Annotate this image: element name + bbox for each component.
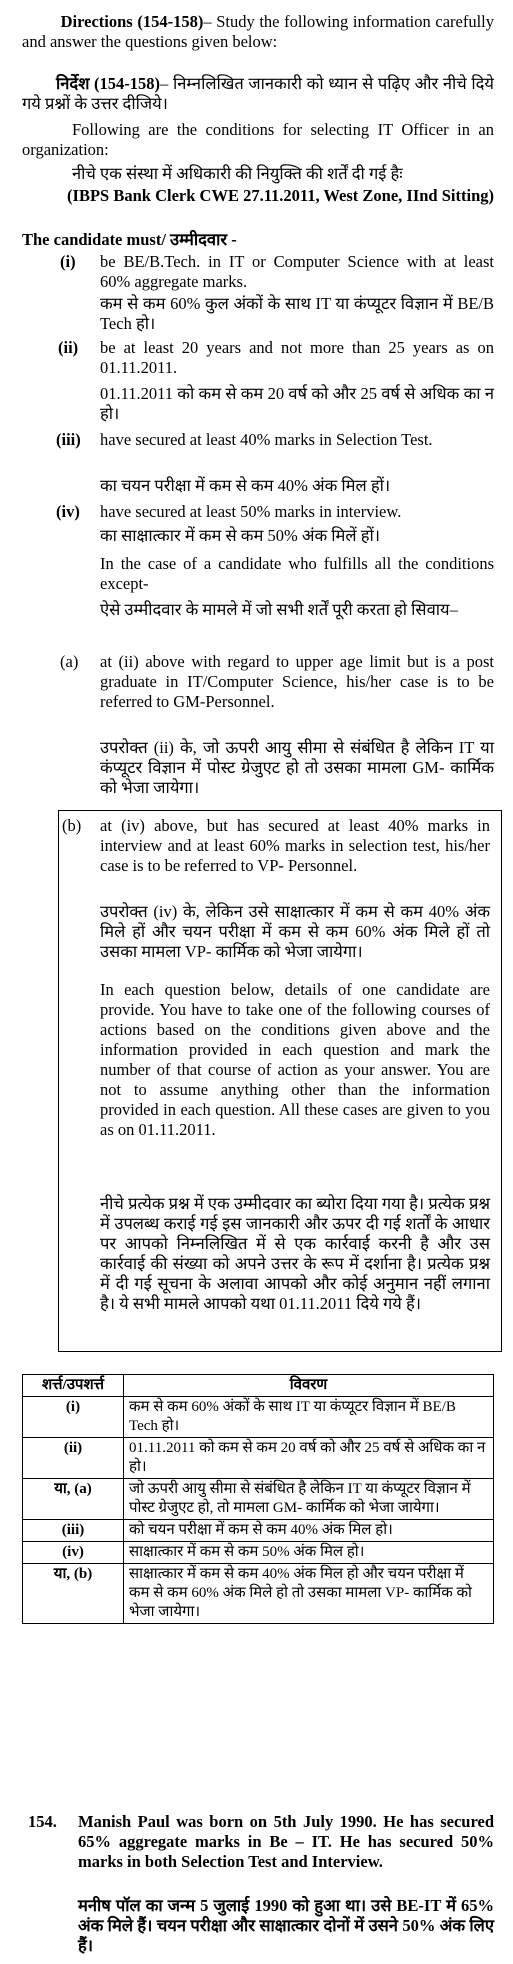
exception-hi: उपरोक्त (ii) के, जो ऊपरी आयु सीमा से संबंधित है लेकिन IT या कंप्यूटर विज्ञान में पोस्ट ग्रेजुएट हो तो उसका मामला GM- कार्मिक को भेजा जायेगा। xyxy=(100,738,494,797)
hindi-directions-block xyxy=(22,74,494,114)
exception-en: at (iv) above, but has secured at least 40% marks in interview and at least 60% marks in selection test, his/her case is to be referred to VP- Personnel. xyxy=(100,816,490,875)
table-row xyxy=(23,1438,494,1479)
table-cell-desc: कम से कम 60% अंकों के साथ IT या कंप्यूटर विज्ञान में BE/B Tech हो। xyxy=(124,1397,494,1438)
hindi-directions-heading: निर्देश (154-158) xyxy=(56,74,161,93)
question-en: Manish Paul was born on 5th July 1990. He has secured 65% aggregate marks in Be – IT. He has secured 50% marks in both Selection Test and Interview. xyxy=(78,1812,494,1871)
table-cell-desc: साक्षात्कार में कम से कम 50% अंक मिल हो। xyxy=(124,1542,494,1564)
candidate-must-heading: The candidate must/ उम्मीदवार - xyxy=(22,230,237,249)
condition-hi: कम से कम 60% कुल अंकों के साथ IT या कंप्यूटर विज्ञान में BE/B Tech हो। xyxy=(100,294,494,333)
condition-en: be at least 20 years and not more than 25 years as on 01.11.2011. xyxy=(100,338,494,377)
exception-key: (b) xyxy=(62,816,82,835)
condition-en: have secured at least 40% marks in Selection Test. xyxy=(100,430,433,449)
table-cell-key: (i) xyxy=(23,1397,124,1438)
criteria-table xyxy=(22,1374,494,1624)
table-cell-key: (iv) xyxy=(23,1542,124,1564)
condition-key: (iv) xyxy=(56,502,80,521)
condition-key: (ii) xyxy=(58,338,79,357)
condition-key: (i) xyxy=(60,252,76,271)
condition-en: have secured at least 50% marks in interview. xyxy=(100,502,402,521)
question-hi: मनीष पॉल का जन्म 5 जुलाई 1990 को हुआ था। उसे BE-IT में 65% अंक मिले हैं। चयन परीक्षा और साक्षात्कार दोनों में उसने 50% अंक लिए हैं। xyxy=(78,1896,494,1955)
instructions-hi: नीचे प्रत्येक प्रश्न में एक उम्मीदवार का ब्योरा दिया गया है। प्रत्येक प्रश्न में उपलब्ध कराई गई इस जानकारी और ऊपर दी गई शर्तों के आधार पर आपको निम्नलिखित में से एक कार्रवाई करनी है और उस कार्रवाई की संख्या को अपने उत्तर के रूप में दर्शाना है। प्रत्येक प्रश्न में दी गई सूचना के अलावा आपको और कोई अनुमान नहीं लगाना है। ये सभी मामले आपको यथा 01.11.2011 दिये गये हैं। xyxy=(100,1194,490,1313)
table-cell-desc: साक्षात्कार में कम से कम 40% अंक मिल हो और चयन परीक्षा में कम से कम 60% अंक मिले हो तो उसका मामला VP- कार्मिक को भेजा जायेगा। xyxy=(124,1564,494,1624)
table-cell-desc: 01.11.2011 को कम से कम 20 वर्ष को और 25 वर्ष से अधिक का न हो। xyxy=(124,1438,494,1479)
exception-en: at (ii) above with regard to upper age limit but is a post graduate in IT/Computer Science, his/her case is to be referred to GM-Personnel. xyxy=(100,652,494,711)
table-cell-key: या, (b) xyxy=(23,1564,124,1624)
question-number: 154. xyxy=(28,1812,57,1831)
condition-en: be BE/B.Tech. in IT or Computer Science with at least 60% aggregate marks. xyxy=(100,252,494,291)
hindi-directions-text: – निम्नलिखित जानकारी को ध्यान से पढ़िए और नीचे दिये गये प्रश्नों के उत्तर दीजिये। xyxy=(22,74,494,113)
condition-hi: का साक्षात्कार में कम से कम 50% अंक मिलें हों। xyxy=(100,526,380,545)
condition-hi: 01.11.2011 को कम से कम 20 वर्ष को और 25 वर्ष से अधिक का न हो। xyxy=(100,384,494,423)
table-cell-key: या, (a) xyxy=(23,1479,124,1520)
directions-text: – Study the following information carefully and answer the questions given below: xyxy=(22,12,495,51)
table-cell-key: (ii) xyxy=(23,1438,124,1479)
intro-text: Following are the conditions for selecting IT Officer in an organization: xyxy=(22,120,494,159)
table-row xyxy=(23,1479,494,1520)
table-header: विवरण xyxy=(124,1375,494,1397)
table-row xyxy=(23,1564,494,1624)
except-hi: ऐसे उम्मीदवार के मामले में जो सभी शर्तें पूरी करता हो सिवाय– xyxy=(100,600,458,619)
table-cell-key: (iii) xyxy=(23,1520,124,1542)
source-citation: (IBPS Bank Clerk CWE 27.11.2011, West Zone, IInd Sitting) xyxy=(67,186,494,205)
condition-key: (iii) xyxy=(56,430,81,449)
condition-hi: का चयन परीक्षा में कम से कम 40% अंक मिल हों। xyxy=(100,476,391,495)
table-cell-desc: जो ऊपरी आयु सीमा से संबंधित है लेकिन IT या कंप्यूटर विज्ञान में पोस्ट ग्रेजुएट हो, तो मामला GM- कार्मिक को भेजा जायेगा। xyxy=(124,1479,494,1520)
directions-block xyxy=(22,12,494,52)
table-row xyxy=(23,1520,494,1542)
directions-heading: Directions (154-158) xyxy=(60,12,204,31)
exception-hi: उपरोक्त (iv) के, लेकिन उसे साक्षात्कार में कम से कम 40% अंक मिले हों और चयन परीक्षा में कम से कम 60% अंक मिले हों तो उसका मामला VP- कार्मिक को भेजा जायेगा। xyxy=(100,902,490,961)
intro-hindi-text: नीचे एक संस्था में अधिकारी की नियुक्ति की शर्तें दी गई हैः xyxy=(72,164,403,183)
table-header-row xyxy=(23,1375,494,1397)
exception-key: (a) xyxy=(60,652,79,671)
table-cell-desc: को चयन परीक्षा में कम से कम 40% अंक मिल हो। xyxy=(124,1520,494,1542)
table-header: शर्त्त/उपशर्त्त xyxy=(23,1375,124,1397)
instructions-en: In each question below, details of one candidate are provide. You have to take one of the following courses of actions based on the conditions given above and the information provided in each question and mark the number of that course of action as your answer. You are not to assume anything other than the information provided in each question. All these cases are given to you as on 01.11.2011. xyxy=(100,980,490,1139)
except-en: In the case of a candidate who fulfills all the conditions except- xyxy=(100,554,494,593)
table-row xyxy=(23,1542,494,1564)
table-row xyxy=(23,1397,494,1438)
